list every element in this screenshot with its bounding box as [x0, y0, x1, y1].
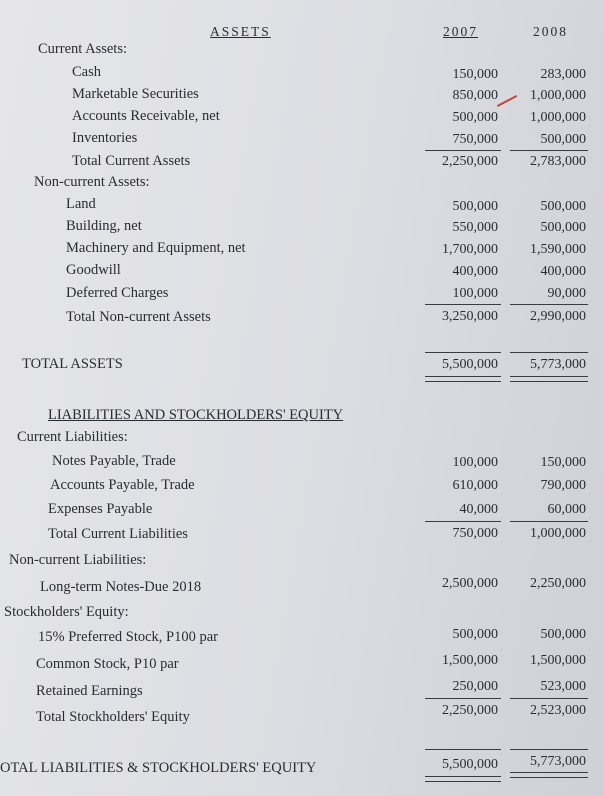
value-2008: 500,000 — [540, 199, 586, 214]
value-2008: 2,783,000 — [530, 154, 586, 169]
value-2007: 150,000 — [452, 67, 498, 82]
subtotal-rule-2007 — [425, 304, 501, 305]
value-2008: 500,000 — [540, 627, 586, 642]
value-2007: 1,700,000 — [442, 242, 498, 257]
total-rule-2008 — [510, 352, 588, 353]
double-rule-2007 — [425, 776, 501, 782]
value-2008: 283,000 — [540, 67, 586, 82]
value-2008: 1,500,000 — [530, 653, 586, 668]
subtotal-rule-2008 — [510, 304, 588, 305]
year-2007-header: 2007 — [443, 24, 478, 39]
row-label: Total Current Liabilities — [48, 526, 188, 542]
current-liabilities-label: Current Liabilities: — [17, 429, 128, 445]
noncurrent-assets-label: Non-current Assets: — [34, 174, 150, 190]
value-2007: 610,000 — [452, 478, 498, 493]
value-2007: 250,000 — [452, 679, 498, 694]
liabilities-equity-heading: LIABILITIES AND STOCKHOLDERS' EQUITY — [48, 407, 344, 423]
row-label: Marketable Securities — [72, 86, 199, 102]
value-2007: 3,250,000 — [442, 309, 498, 324]
value-2007: 1,500,000 — [442, 653, 498, 668]
value-2007: 2,250,000 — [442, 154, 498, 169]
value-2007: 400,000 — [452, 264, 498, 279]
double-rule-2007 — [425, 376, 501, 382]
value-2007: 850,000 — [452, 88, 498, 103]
subtotal-rule-2008 — [510, 150, 588, 151]
total-liabilities-equity-label: OTAL LIABILITIES & STOCKHOLDERS' EQUITY — [0, 760, 317, 776]
value-2008: 1,590,000 — [530, 242, 586, 257]
value-2008: 500,000 — [540, 220, 586, 235]
total-liabilities-equity-2008: 5,773,000 — [530, 754, 586, 769]
value-2008: 523,000 — [540, 679, 586, 694]
value-2008: 1,000,000 — [530, 110, 586, 125]
value-2007: 100,000 — [452, 286, 498, 301]
row-label: Total Current Assets — [72, 153, 191, 169]
value-2007: 40,000 — [459, 502, 498, 517]
total-assets-label: TOTAL ASSETS — [22, 356, 123, 372]
row-label: Building, net — [66, 218, 142, 234]
value-2008: 1,000,000 — [530, 526, 586, 541]
row-label: Accounts Payable, Trade — [50, 477, 195, 493]
row-label: Cash — [72, 64, 101, 80]
value-2007: 500,000 — [452, 110, 498, 125]
row-label: Land — [66, 196, 96, 212]
value-2007: 750,000 — [452, 526, 498, 541]
row-label: Total Non-current Assets — [66, 309, 211, 325]
assets-heading: ASSETS — [210, 24, 271, 39]
double-rule-2008 — [510, 376, 588, 382]
value-2008: 150,000 — [540, 455, 586, 470]
value-2008: 60,000 — [547, 502, 586, 517]
row-label: 15% Preferred Stock, P100 par — [38, 629, 218, 645]
subtotal-rule-2007 — [425, 150, 501, 151]
row-label: Deferred Charges — [66, 285, 169, 301]
current-assets-label: Current Assets: — [38, 41, 128, 57]
value-2008: 790,000 — [540, 478, 586, 493]
total-rule-2007 — [425, 749, 501, 750]
subtotal-rule-2008 — [510, 698, 588, 699]
row-label: Machinery and Equipment, net — [66, 240, 246, 256]
row-label: Expenses Payable — [48, 501, 153, 517]
value-2008: 1,000,000 — [530, 88, 586, 103]
subtotal-rule-2007 — [425, 698, 501, 699]
row-label: Goodwill — [66, 262, 121, 278]
noncurrent-liabilities-label: Non-current Liabilities: — [9, 552, 147, 568]
total-assets-2007: 5,500,000 — [442, 357, 498, 372]
total-rule-2007 — [425, 352, 501, 353]
row-label: Notes Payable, Trade — [52, 453, 176, 469]
subtotal-rule-2007 — [425, 521, 501, 522]
row-label: Total Stockholders' Equity — [36, 709, 190, 725]
value-2008: 2,523,000 — [530, 703, 586, 718]
value-2007: 2,250,000 — [442, 703, 498, 718]
value-2008: 400,000 — [540, 264, 586, 279]
row-label: Inventories — [72, 130, 138, 146]
row-label: Accounts Receivable, net — [72, 108, 220, 124]
value-2007: 750,000 — [452, 132, 498, 147]
row-label: Long-term Notes-Due 2018 — [40, 579, 202, 595]
row-label: Retained Earnings — [36, 683, 143, 699]
subtotal-rule-2008 — [510, 521, 588, 522]
value-2007: 2,500,000 — [442, 576, 498, 591]
total-liabilities-equity-2007: 5,500,000 — [442, 757, 498, 772]
total-rule-2008 — [510, 749, 588, 750]
value-2007: 500,000 — [452, 199, 498, 214]
value-2008: 2,990,000 — [530, 309, 586, 324]
stockholders-equity-label: Stockholders' Equity: — [4, 604, 129, 620]
year-2008-header: 2008 — [533, 24, 568, 39]
value-2008: 500,000 — [540, 132, 586, 147]
value-2007: 550,000 — [452, 220, 498, 235]
row-label: Common Stock, P10 par — [36, 656, 179, 672]
value-2007: 100,000 — [452, 455, 498, 470]
value-2008: 90,000 — [547, 286, 586, 301]
double-rule-2008 — [510, 772, 588, 778]
total-assets-2008: 5,773,000 — [530, 357, 586, 372]
value-2008: 2,250,000 — [530, 576, 586, 591]
value-2007: 500,000 — [452, 627, 498, 642]
